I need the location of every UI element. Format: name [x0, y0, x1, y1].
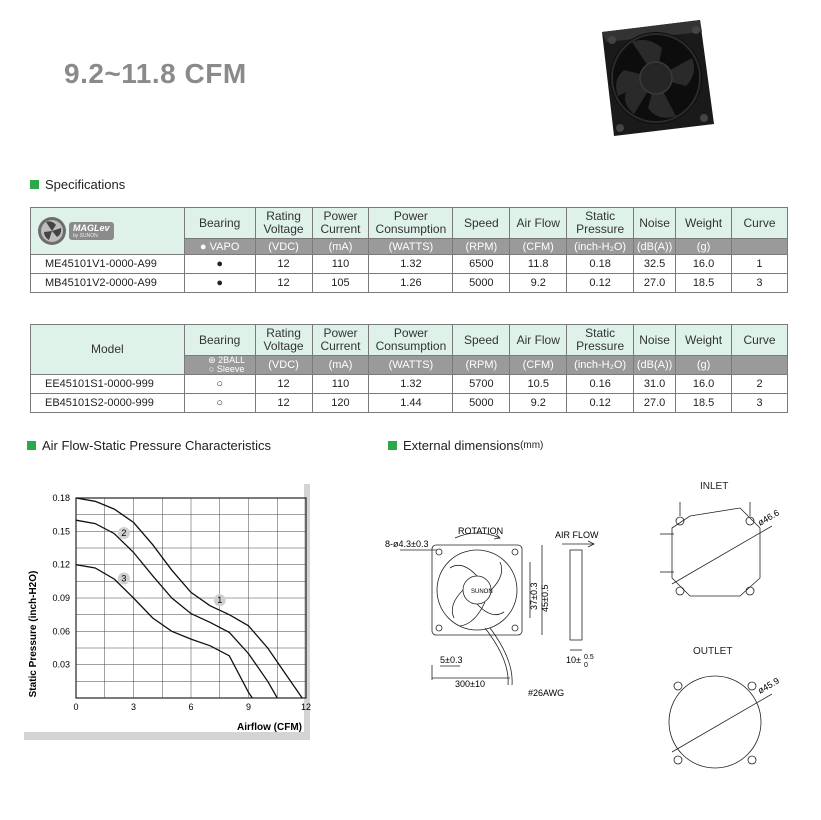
header-power-current: Power Current — [312, 208, 369, 239]
speed-cell: 6500 — [453, 255, 510, 274]
sleeve-bearing-icon: ○ — [208, 364, 215, 374]
wire-gauge-label: #26AWG — [528, 688, 565, 698]
inlet-diameter-line — [672, 526, 772, 584]
voltage-cell: 12 — [255, 394, 312, 413]
mounting-hole-icon — [512, 549, 518, 555]
curve-cell: 3 — [731, 274, 787, 293]
y-tick-label: 0.03 — [52, 659, 70, 670]
header-noise: Noise — [634, 208, 676, 239]
airflow-pressure-chart — [24, 484, 310, 740]
voltage-cell: 12 — [255, 375, 312, 394]
noise-cell: 32.5 — [634, 255, 676, 274]
power-cell: 1.26 — [369, 274, 453, 293]
outlet-diameter-line — [672, 694, 772, 752]
table-row — [31, 375, 788, 394]
unit-noise: (dB(A)) — [634, 356, 676, 375]
inlet-outline — [672, 508, 760, 596]
fan-brand-label: SUNON — [471, 589, 493, 595]
unit-noise: (dB(A)) — [634, 239, 676, 255]
header-noise: Noise — [634, 325, 676, 356]
noise-cell: 27.0 — [634, 274, 676, 293]
pressure-cell: 0.16 — [567, 375, 634, 394]
inlet-hole-icon — [746, 587, 754, 595]
mounting-hole-icon — [436, 625, 442, 631]
header-power-current: Power Current — [312, 325, 369, 356]
airflow-cell: 10.5 — [510, 375, 567, 394]
current-cell: 110 — [312, 255, 369, 274]
unit-voltage: (VDC) — [255, 356, 312, 375]
header-weight: Weight — [676, 208, 732, 239]
thickness-label: 10± — [566, 655, 581, 665]
bearing-cell: ● — [184, 255, 255, 274]
y-tick-label: 0.06 — [52, 626, 70, 637]
model-cell: MB45101V2-0000-A99 — [31, 274, 185, 293]
weight-cell: 16.0 — [676, 375, 732, 394]
y-tick-label: 0.18 — [52, 493, 70, 503]
ball-bearing-icon: ⊛ — [208, 355, 216, 365]
header-air-flow: Air Flow — [510, 208, 567, 239]
unit-power: (WATTS) — [369, 356, 453, 375]
speed-cell: 5000 — [453, 274, 510, 293]
unit-weight: (g) — [676, 239, 732, 255]
dim-45: 45±0.5 — [540, 584, 550, 612]
current-cell: 110 — [312, 375, 369, 394]
weight-cell: 16.0 — [676, 255, 732, 274]
fan-product-image — [592, 18, 716, 138]
model-cell: EE45101S1-0000-999 — [31, 375, 185, 394]
unit-curve-blank — [732, 356, 788, 375]
x-tick-label: 0 — [73, 702, 79, 712]
power-cell: 1.32 — [369, 255, 453, 274]
model-cell: EB45101S2-0000-999 — [31, 394, 185, 413]
y-tick-label: 0.15 — [52, 526, 70, 537]
dimensions-heading: External dimensions (mm) — [388, 438, 543, 453]
bearing-cell: ○ — [184, 375, 255, 394]
specifications-heading: Specifications — [30, 177, 125, 192]
curve-number-label: 3 — [121, 573, 127, 584]
header-power-consumption: Power Consumption — [369, 325, 453, 356]
unit-power: (WATTS) — [369, 239, 453, 255]
bearing-type-vapo: ● VAPO — [184, 239, 255, 255]
header-weight: Weight — [676, 325, 732, 356]
voltage-cell: 12 — [255, 255, 312, 274]
table-row — [31, 394, 788, 413]
speed-cell: 5700 — [453, 375, 510, 394]
curve-number-label: 1 — [217, 595, 223, 606]
model-cell: ME45101V1-0000-A99 — [31, 255, 185, 274]
header-curve: Curve — [731, 208, 787, 239]
header-speed: Speed — [453, 325, 510, 356]
header-speed: Speed — [453, 208, 510, 239]
unit-airflow: (CFM) — [510, 356, 567, 375]
weight-cell: 18.5 — [676, 274, 732, 293]
header-rating-voltage: Rating Voltage — [255, 208, 312, 239]
rotation-label: ROTATION — [458, 526, 504, 536]
header-bearing: Bearing — [184, 208, 255, 239]
header-power-consumption: Power Consumption — [369, 208, 453, 239]
x-tick-label: 9 — [245, 702, 252, 712]
pressure-cell: 0.18 — [567, 255, 634, 274]
inlet-diameter: ø46.6 — [756, 507, 781, 528]
dim-5: 5±0.3 — [440, 655, 463, 665]
header-static-pressure: Static Pressure — [567, 325, 634, 356]
noise-cell: 27.0 — [634, 394, 676, 413]
airflow-label: AIR FLOW — [555, 530, 599, 540]
outlet-outline — [669, 676, 761, 768]
x-tick-label: 6 — [188, 702, 194, 712]
bearing-cell: ● — [184, 274, 255, 293]
x-axis-label: Airflow (CFM) — [237, 722, 302, 733]
y-tick-label: 0.12 — [52, 559, 70, 570]
outlet-hole-icon — [748, 756, 756, 764]
voltage-cell: 12 — [255, 274, 312, 293]
fan-dimension-drawing — [380, 520, 610, 705]
header-model: Model — [31, 325, 185, 375]
fan-side-profile — [570, 550, 582, 640]
maglev-logo: MAGLev by SUNON — [31, 208, 185, 255]
table-row — [31, 255, 788, 274]
power-cell: 1.32 — [369, 375, 453, 394]
thickness-tol-lower: 0 — [584, 662, 588, 669]
airflow-cell: 9.2 — [510, 274, 567, 293]
current-cell: 105 — [312, 274, 369, 293]
pressure-cell: 0.12 — [567, 274, 634, 293]
green-square-icon — [27, 441, 36, 450]
unit-current: (mA) — [312, 239, 369, 255]
power-cell: 1.44 — [369, 394, 453, 413]
green-square-icon — [388, 441, 397, 450]
inlet-drawing — [660, 496, 800, 616]
header-rating-voltage: Rating Voltage — [255, 325, 312, 356]
chart-heading: Air Flow-Static Pressure Characteristics — [27, 438, 271, 453]
noise-cell: 31.0 — [634, 375, 676, 394]
unit-speed: (RPM) — [453, 239, 510, 255]
weight-cell: 18.5 — [676, 394, 732, 413]
outlet-hole-icon — [674, 756, 682, 764]
unit-curve-blank — [731, 239, 787, 255]
mounting-hole-icon — [512, 625, 518, 631]
green-square-icon — [30, 180, 39, 189]
x-tick-label: 12 — [300, 702, 312, 712]
speed-cell: 5000 — [453, 394, 510, 413]
inlet-hole-icon — [676, 587, 684, 595]
unit-airflow: (CFM) — [510, 239, 567, 255]
outlet-hole-icon — [674, 682, 682, 690]
outlet-hole-icon — [748, 682, 756, 690]
bearing-cell: ○ — [184, 394, 255, 413]
page-title: 9.2~11.8 CFM — [64, 58, 247, 89]
bearing-type-options: ⊛ 2BALL ○ Sleeve — [184, 356, 255, 375]
dim-300: 300±10 — [455, 679, 485, 689]
curve-cell: 1 — [731, 255, 787, 274]
outlet-drawing — [660, 664, 800, 784]
table-row — [31, 274, 788, 293]
current-cell: 120 — [312, 394, 369, 413]
airflow-cell: 11.8 — [510, 255, 567, 274]
thickness-tol-upper: 0.5 — [584, 654, 594, 661]
y-tick-label: 0.09 — [52, 593, 70, 603]
lead-wire — [485, 628, 508, 685]
pressure-cell: 0.12 — [567, 394, 634, 413]
header-bearing: Bearing — [184, 325, 255, 356]
maglev-logo-icon — [37, 216, 67, 246]
header-static-pressure: Static Pressure — [567, 208, 634, 239]
unit-pressure: (inch-H₂O) — [567, 356, 634, 375]
curve-cell: 2 — [732, 375, 788, 394]
curve-number-label: 2 — [121, 528, 127, 538]
dim-37: 37±0.3 — [529, 582, 539, 610]
unit-current: (mA) — [312, 356, 369, 375]
unit-pressure: (inch-H₂O) — [567, 239, 634, 255]
header-curve: Curve — [732, 325, 788, 356]
unit-weight: (g) — [676, 356, 732, 375]
inlet-label: INLET — [700, 481, 729, 492]
chart-background — [24, 484, 304, 732]
outlet-label: OUTLET — [693, 646, 733, 657]
header-air-flow: Air Flow — [510, 325, 567, 356]
unit-voltage: (VDC) — [255, 239, 312, 255]
airflow-cell: 9.2 — [510, 394, 567, 413]
unit-speed: (RPM) — [453, 356, 510, 375]
mounting-holes-label: 8-ø4.3±0.3 — [385, 539, 429, 549]
outlet-diameter: ø45.9 — [756, 675, 781, 696]
y-axis-label: Static Pressure (inch-H2O) — [28, 570, 39, 698]
curve-cell: 3 — [732, 394, 788, 413]
x-tick-label: 3 — [130, 702, 137, 712]
spec-table-maglev — [30, 207, 788, 293]
spec-table-standard — [30, 324, 788, 413]
